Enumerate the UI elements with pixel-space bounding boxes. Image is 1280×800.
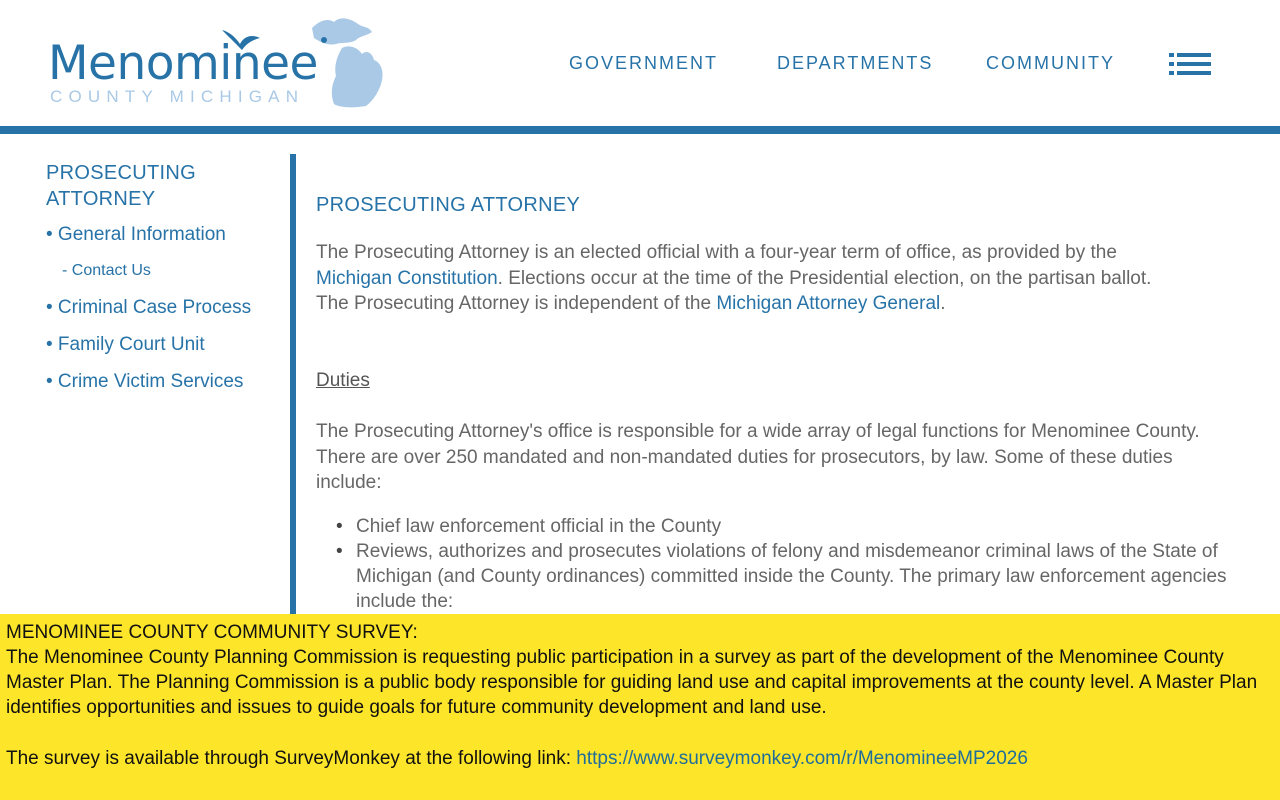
nav-community[interactable]: COMMUNITY <box>986 53 1115 73</box>
logo-wordmark: Menominee <box>48 36 318 91</box>
michigan-attorney-general-link[interactable]: Michigan Attorney General <box>716 293 941 314</box>
sidebar-title[interactable]: PROSECUTING ATTORNEY <box>46 162 196 210</box>
michigan-constitution-link[interactable]: Michigan Constitution <box>316 267 498 289</box>
hamburger-menu-icon[interactable] <box>1169 53 1211 75</box>
banner-heading: MENOMINEE COUNTY COMMUNITY SURVEY: <box>6 622 418 643</box>
site-logo[interactable] <box>48 14 388 110</box>
duties-paragraph: The Prosecuting Attorney's office is responsible for a wide array of legal functions for Menominee County. There are over 250 mandated and non-mandated duties for prosecutors, by law. Some of these duties include: <box>316 421 1200 493</box>
logo-subtitle: COUNTY MICHIGAN <box>50 87 305 106</box>
sidebar-item-criminal-case-process[interactable]: • Criminal Case Process <box>46 297 252 318</box>
header-divider <box>0 126 1280 134</box>
banner-link-line: The survey is available through SurveyMonkey at the following link: https://www.surveymonkey.com/r/MenomineeMP2026 <box>6 748 1028 769</box>
list-item: • Reviews, authorizes and prosecutes violations of felony and misdemeanor criminal laws of the State of Michigan (and County ordinances) committed inside the County. The primary law enforcement agencies include the: <box>336 539 1236 614</box>
sidebar-item-contact-us[interactable]: - Contact Us <box>62 262 151 279</box>
banner-body: The Menominee County Planning Commission is requesting public participation in a survey as part of the development of the Menominee County Master Plan. The Planning Commission is a public body responsible for guiding land use and capital improvements at the county level. A Master Plan identifies opportunities and issues to guide goals for future community development and land use. <box>6 647 1258 718</box>
michigan-map-icon <box>310 14 388 110</box>
survey-link[interactable]: https://www.surveymonkey.com/r/MenomineeMP2026 <box>576 748 1028 769</box>
list-item: • Chief law enforcement official in the County <box>336 514 1236 539</box>
survey-banner <box>0 614 1280 800</box>
sidebar-divider <box>290 154 296 624</box>
sidebar-nav <box>46 160 286 392</box>
sidebar-item-crime-victim-services[interactable]: • Crime Victim Services <box>46 371 244 392</box>
nav-government[interactable]: GOVERNMENT <box>569 53 719 73</box>
intro-paragraph: The Prosecuting Attorney is an elected official with a four-year term of office, as provided by the Michigan Constitution. Elections occur at the time of the Presidential election, on the partisan ballot. The Prosecuting Attorney is independent of the Michigan Attorney General. <box>316 242 1152 314</box>
nav-departments[interactable]: DEPARTMENTS <box>777 53 934 73</box>
sidebar-item-family-court-unit[interactable]: • Family Court Unit <box>46 334 205 355</box>
duties-list <box>336 514 1236 614</box>
sidebar-item-general-information[interactable]: • General Information <box>46 224 226 245</box>
duties-heading: Duties <box>316 370 370 391</box>
page-title: PROSECUTING ATTORNEY <box>316 194 581 216</box>
site-header <box>0 0 1280 126</box>
